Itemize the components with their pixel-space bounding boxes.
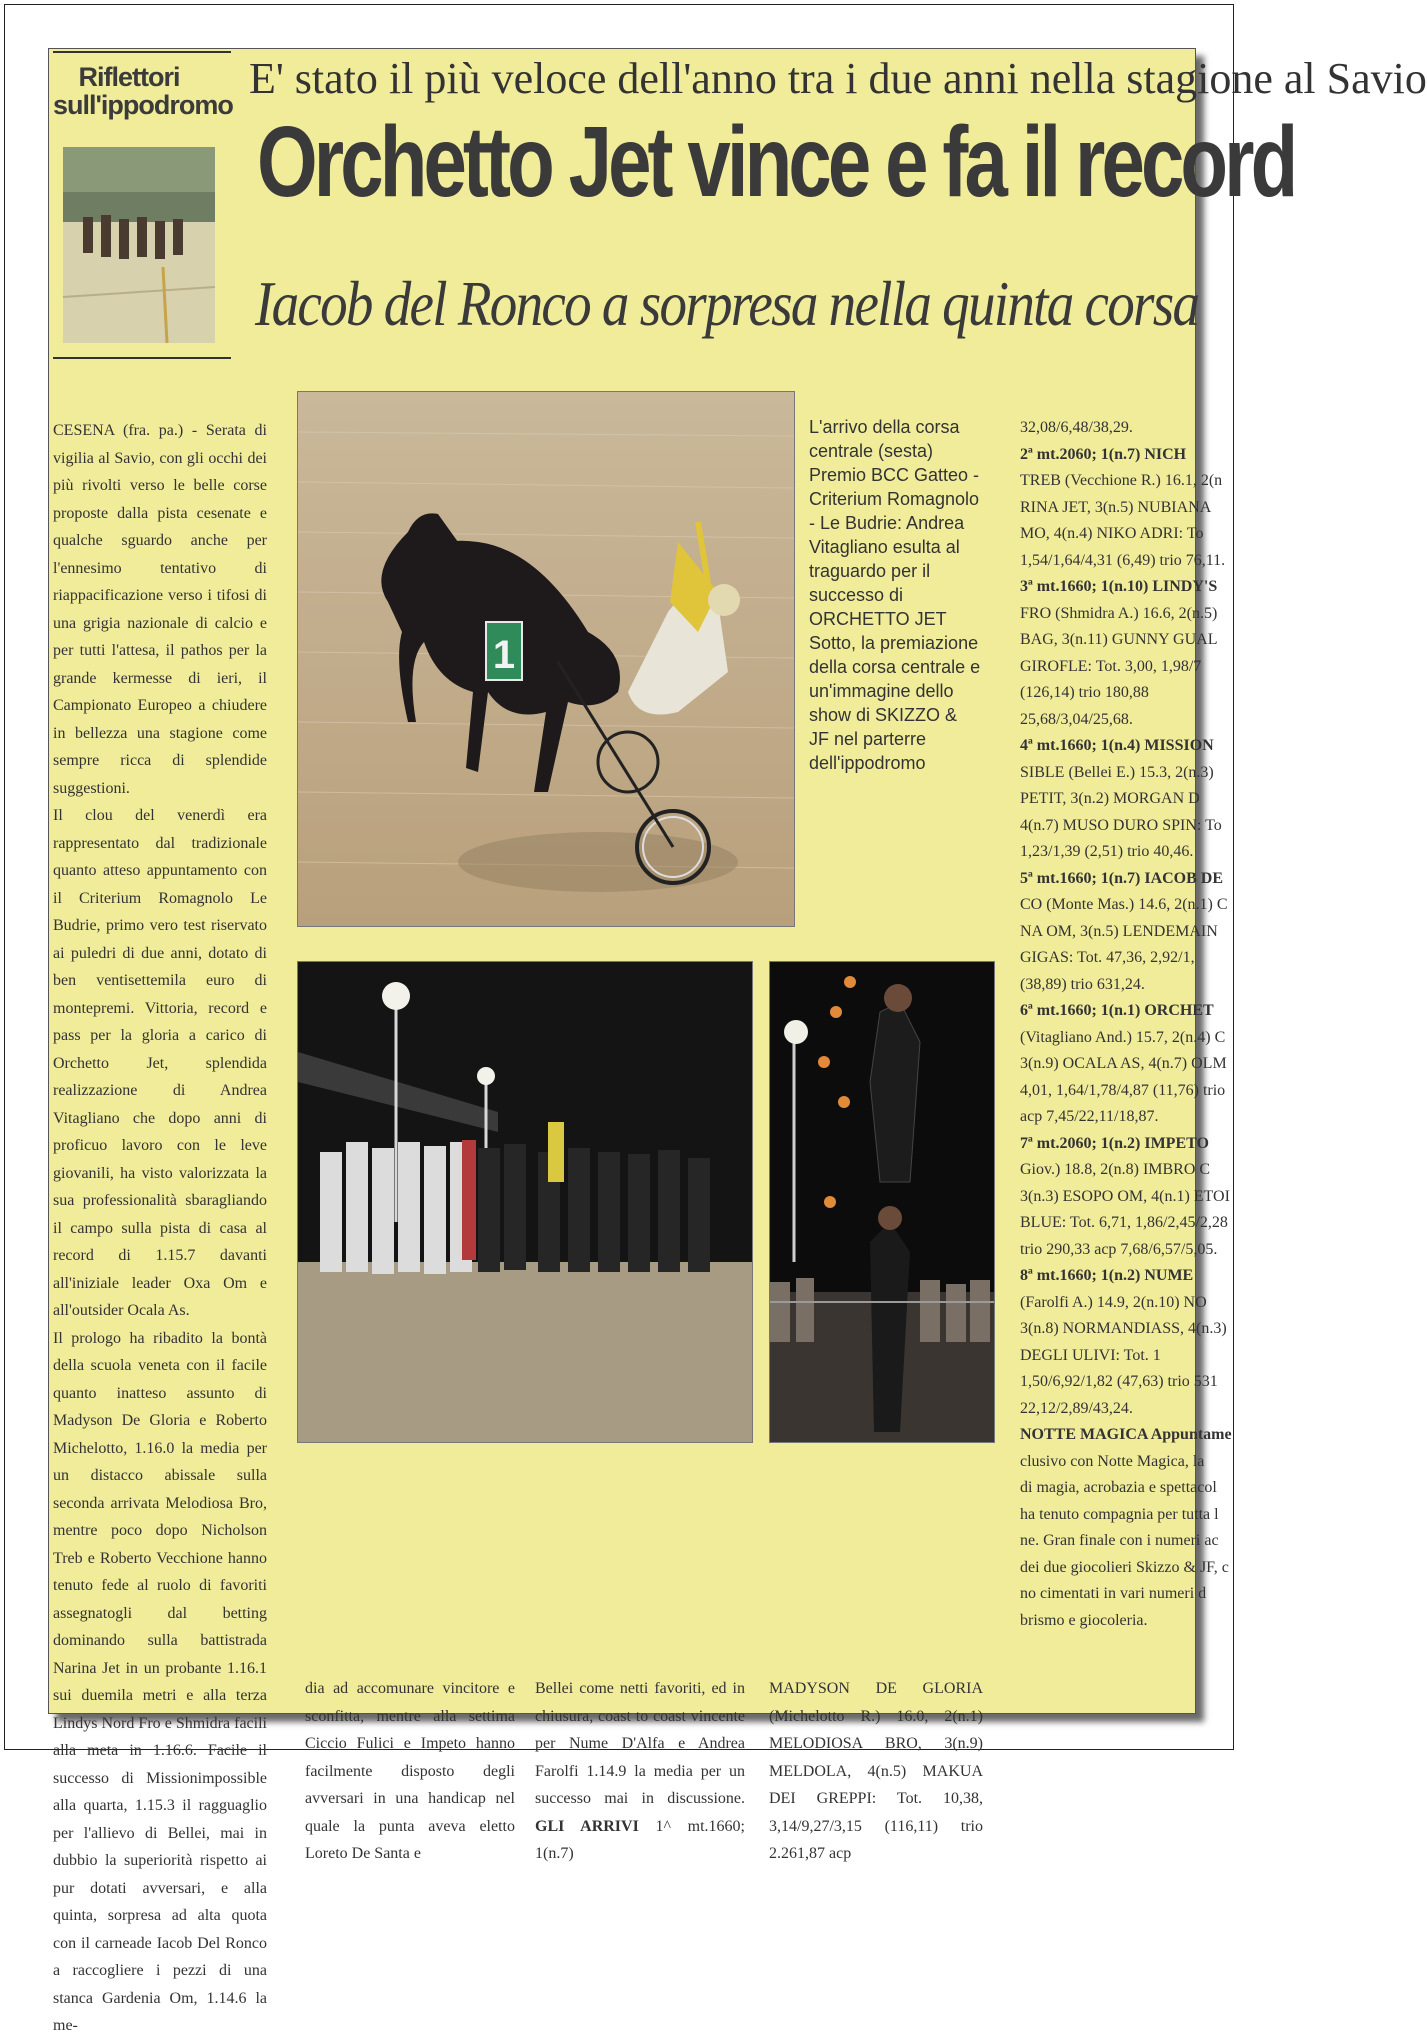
result-line: DEGLI ULIVI: Tot. 1 — [1020, 1346, 1161, 1364]
saddle-number: 1 — [492, 633, 516, 677]
article-column-4-text: MADYSON DE GLORIA (Michelotto R.) 16.0, 2(n.1) MELODIOSA BRO, 3(n.9) MELDOLA, 4(n.5) MAKUA DEI GREPPI: Tot. 10,38, 3,14/9,27/3,15 (116,11) trio 2.261,87 acp — [769, 1680, 983, 1862]
result-line: RINA JET, 3(n.5) NUBIANA — [1020, 498, 1212, 516]
result-line: MO, 4(n.4) NIKO ADRI: To — [1020, 525, 1204, 542]
article-paragraph-1: CESENA (fra. pa.) - Serata di vigilia al Savio, con gli occhi dei più rivolti verso le belle corse proposte dalla pista cesenate e qualche sguardo anche per l'ennesimo tentativo di riappacificazione verso i tifosi di una grigia nazionale di calcio e per tutti l'attesa, il pathos per la grande kermesse di ieri, il Campionato Europeo a chiudere in bellezza una stagione come sempre ricca di splendide suggestioni. — [53, 422, 267, 797]
kicker-top-rule — [53, 51, 231, 53]
race-results-column — [1020, 415, 1232, 1634]
result-line: acp 7,45/22,11/18,87. — [1020, 1108, 1159, 1125]
result-line: 6ª mt.1660; 1(n.1) ORCHET — [1020, 1002, 1214, 1019]
photo-caption: L'arrivo della corsa centrale (sesta) Premio BCC Gatteo - Criterium Romagnolo - Le Budrie: Andrea Vitagliano esulta al traguardo per il successo di ORCHETTO JET Sotto, la premiazione della corsa centrale e un'immagine dello show di SKIZZO & JF nel parterre dell'ippodromo — [809, 417, 981, 773]
result-line: (126,14) trio 180,88 — [1020, 684, 1149, 701]
result-line: Giov.) 18.8, 2(n.8) IMBRO C — [1020, 1161, 1211, 1178]
article-column-3-body: Bellei come netti favoriti, ed in chiusura, coast to coast vincente per Nume D'Alfa e Andrea Farolfi 1.14.9 la media per un successo mai in discussione. — [535, 1680, 745, 1807]
article-column-2-text: dia ad accomunare vincitore e sconfitta, mentre alla settima Ciccio Fulici e Impeto hanno facilmente disposto degli avversari in una handicap nel quale la punta aveva eletto Loreto De Santa e — [305, 1680, 515, 1862]
result-line: (Vitagliano And.) 15.7, 2(n.4) C — [1020, 1028, 1226, 1046]
article-paragraph-2: Il clou del venerdì era rappresentato dal tradizionale quanto atteso appuntamento con il Criterium Romagnolo Le Budrie, primo vero test riservato ai puledri di due anni, dotato di ben ventisettemila euro di montepremi. Vittoria, record e pass per la gloria a carico di Orchetto Jet, splendida realizzazione di Andrea Vitagliano che dopo anni di proficuo lavoro con le leve giovanili, ha visto valorizzata la sua professionalità sbaragliando il campo sulla pista di casa al record di 1.15.7 davanti all'iniziale leader Oxa Om e all'outsider Ocala As. — [53, 807, 267, 1319]
result-line: TREB (Vecchione R.) 16.1, 2(n — [1020, 472, 1223, 489]
result-line: ne. Gran finale con i numeri ac — [1020, 1532, 1219, 1549]
section-kicker — [53, 62, 233, 120]
kicker-bottom-rule — [53, 357, 231, 359]
thumbnail-photo — [63, 147, 215, 343]
result-line: GIGAS: Tot. 47,36, 2,92/1, — [1020, 949, 1195, 966]
result-line: NOTTE MAGICA Appuntame — [1020, 1426, 1232, 1443]
result-line: (Farolfi A.) 14.9, 2(n.10) NO — [1020, 1293, 1207, 1311]
result-line: BLUE: Tot. 6,71, 1,86/2,45/2,28 — [1020, 1214, 1228, 1231]
article-column-3 — [535, 1675, 745, 1868]
result-line: 3ª mt.1660; 1(n.10) LINDY'S — [1020, 578, 1218, 595]
result-line: PETIT, 3(n.2) MORGAN D — [1020, 790, 1200, 807]
result-line: 1,23/1,39 (2,51) trio 40,46. — [1020, 843, 1194, 860]
arrivi-first-race: 1^ mt.1660; 1(n.7) — [535, 1817, 745, 1862]
article-column-2 — [305, 1675, 515, 1868]
result-line: trio 290,33 acp 7,68/6,57/5,05. — [1020, 1240, 1218, 1258]
award-ceremony-photo — [297, 961, 753, 1443]
result-line: 1,54/1,64/4,31 (6,49) trio 76,11. — [1020, 551, 1226, 569]
kicker-line-1: Riflettori — [78, 62, 180, 92]
result-line: 4(n.7) MUSO DURO SPIN: To — [1020, 816, 1222, 834]
result-line: no cimentati in vari numeri d — [1020, 1585, 1207, 1602]
arrivi-label: GLI ARRIVI — [535, 1817, 639, 1835]
result-line: CO (Monte Mas.) 14.6, 2(n.1) C — [1020, 896, 1228, 913]
headline-overline: E' stato il più veloce dell'anno tra i due anni nella stagione al Savio — [249, 54, 1427, 103]
result-line: 1,50/6,92/1,82 (47,63) trio 531 — [1020, 1373, 1218, 1390]
race-finish-photo — [297, 391, 795, 927]
result-line: clusivo con Notte Magica, la — [1020, 1452, 1205, 1470]
article-column-4 — [769, 1675, 983, 1868]
newspaper-clipping — [48, 48, 1427, 2034]
result-line: 2ª mt.2060; 1(n.7) NICH — [1020, 445, 1187, 463]
result-line: NA OM, 3(n.5) LENDEMAIN — [1020, 922, 1218, 940]
result-line: dei due giocolieri Skizzo & JF, c — [1020, 1558, 1229, 1576]
result-line: 25,68/3,04/25,68. — [1020, 710, 1133, 728]
kicker-line-2: sull'ippodromo — [53, 90, 233, 120]
result-line: 4,01, 1,64/1,78/4,87 (11,76) trio — [1020, 1081, 1226, 1099]
headline-title: Orchetto Jet vince e fa il record — [257, 106, 1295, 218]
article-paragraph-3: Il prologo ha ribadito la bontà della scuola veneta con il facile quanto inatteso assunto di Madyson De Gloria e Roberto Michelotto, 1.16.0 la media per un distacco abissale sulla seconda arrivata Melodiosa Bro, mentre poco dopo Nicholson Treb e Roberto Vecchione hanno tenuto fede al ruolo di favoriti assegnatogli dal betting dominando sulla battistrada Narina Jet in un probante 1.16.1 sui duemila metri e alla terza Lindys Nord Fro e Shmidra facili alla meta in 1.16.6. Facile il successo di Missionimpossible alla quarta, 1.15.3 il ragguaglio per l'allievo di Bellei, mai in dubbio la superiorità rispetto ai pur dotati avversari, e alla quinta, sorpresa ad alta quota con il carneade Iacob Del Ronco a raccogliere i pezzi di una stanca Gardenia Om, 1.14.6 la me- — [53, 1329, 267, 2034]
result-line: GIROFLE: Tot. 3,00, 1,98/7 — [1020, 657, 1202, 675]
article-column-3-text — [535, 1675, 745, 1868]
result-line: 32,08/6,48/38,29. — [1020, 419, 1133, 436]
result-line: 8ª mt.1660; 1(n.2) NUME — [1020, 1267, 1194, 1284]
result-line: 3(n.3) ESOPO OM, 4(n.1) ETOI — [1020, 1187, 1230, 1205]
result-line: 4ª mt.1660; 1(n.4) MISSION — [1020, 737, 1214, 754]
result-line: (38,89) trio 631,24. — [1020, 975, 1145, 993]
result-line: ha tenuto compagnia per tutta l — [1020, 1505, 1219, 1523]
result-line: 3(n.9) OCALA AS, 4(n.7) OLM — [1020, 1055, 1227, 1072]
result-line: SIBLE (Bellei E.) 15.3, 2(n.3) — [1020, 763, 1214, 781]
juggler-show-photo — [769, 961, 995, 1443]
article-column-1 — [53, 417, 267, 2040]
result-line: di magia, acrobazia e spettacol — [1020, 1479, 1217, 1496]
headline-subtitle: Iacob del Ronco a sorpresa nella quinta corsa — [255, 268, 1199, 339]
result-line: BAG, 3(n.11) GUNNY GUAL — [1020, 631, 1218, 648]
result-line: 3(n.8) NORMANDIASS, 4(n.3) — [1020, 1320, 1227, 1337]
result-line: 7ª mt.2060; 1(n.2) IMPETO — [1020, 1134, 1209, 1152]
result-line: FRO (Shmidra A.) 16.6, 2(n.5) — [1020, 604, 1218, 622]
result-line: 22,12/2,89/43,24. — [1020, 1399, 1133, 1417]
result-line: brismo e giocoleria. — [1020, 1611, 1148, 1629]
result-line: 5ª mt.1660; 1(n.7) IACOB DE — [1020, 869, 1224, 887]
